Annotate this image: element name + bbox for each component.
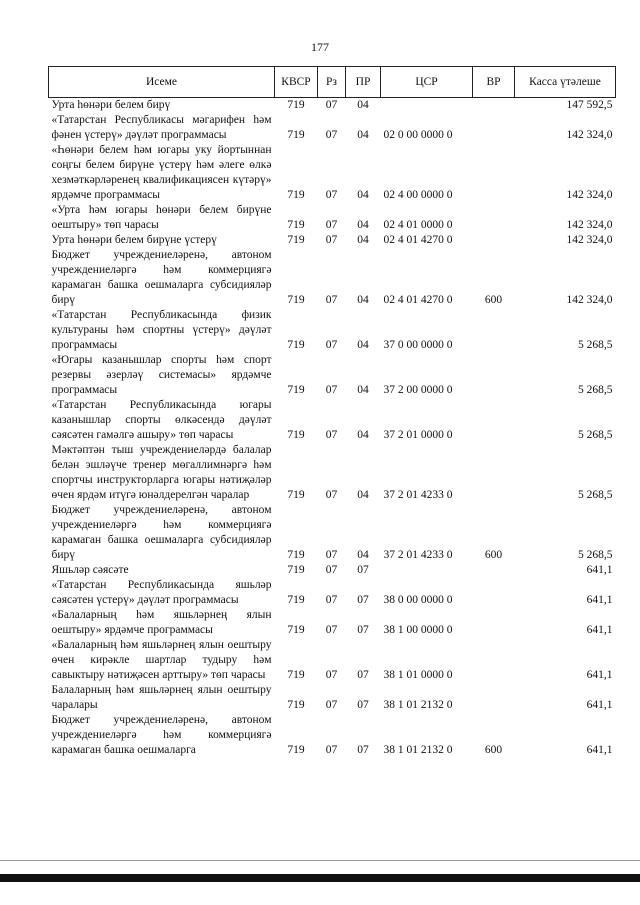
table-cell-kvsr: 719 <box>287 699 305 711</box>
table-cell-name: Урта һөнәри белем бирү <box>51 99 171 111</box>
table-row <box>49 683 616 713</box>
table-cell-name: Яшьләр сәясәте <box>51 564 129 576</box>
table-row <box>49 398 616 443</box>
table-cell-vr <box>473 353 515 398</box>
table-row <box>49 353 616 398</box>
table-cell-kvsr: 719 <box>287 189 305 201</box>
table-cell-vr <box>473 398 515 443</box>
table-row <box>49 713 616 758</box>
table-cell-amount: 5 268,5 <box>578 549 613 561</box>
table-cell-rz: 07 <box>325 234 338 246</box>
header-pr: ПР <box>346 67 381 98</box>
table-cell-name: Бюджет учреждениеләренә, автоном учреждениеләргә һәм коммерциягә карамаган башка оешмаларга субсидияләр бирү <box>51 504 272 561</box>
scan-bottom-band <box>0 874 640 882</box>
table-row <box>49 443 616 503</box>
table-cell-rz: 07 <box>325 549 338 561</box>
table-cell-name: Бюджет учреждениеләренә, автоном учреждениеләргә һәм коммерциягә карамаган башка оешмаларга <box>51 714 272 756</box>
table-cell-amount: 641,1 <box>586 669 613 681</box>
table-cell-name: Урта һөнәри белем бирүне үстерү <box>51 234 217 246</box>
table-cell-rz: 07 <box>325 564 338 576</box>
table-cell-name: «Татарстан Республикасында физик культураны һәм спортны үстерү» дәүләт программасы <box>51 309 272 351</box>
table-cell-pr: 04 <box>357 294 369 306</box>
table-row <box>49 203 616 233</box>
table-row <box>49 98 616 114</box>
table-cell-csr: 37 2 00 0000 0 <box>383 384 453 396</box>
table-row <box>49 638 616 683</box>
table-cell-pr: 04 <box>357 549 369 561</box>
table-cell-amount: 5 268,5 <box>578 429 613 441</box>
table-cell-rz: 07 <box>325 129 338 141</box>
table-cell-name: «Урта һәм югары һөнәри белем бирүне оештыру» төп чарасы <box>51 204 272 231</box>
table-cell-csr: 37 0 00 0000 0 <box>383 339 453 351</box>
budget-table <box>48 66 616 758</box>
table-cell-kvsr: 719 <box>287 594 305 606</box>
table-cell-name: «Татарстан Республикасында яшьләр сәясәтен үстерү» дәүләт программасы <box>51 579 272 606</box>
table-cell-csr: 02 4 01 4270 0 <box>383 234 453 246</box>
table-cell-amount: 5 268,5 <box>578 489 613 501</box>
table-cell-name: «Татарстан Республикасы мәгарифен һәм фәнен үстерү» дәүләт программасы <box>51 114 272 141</box>
table-cell-amount: 142 324,0 <box>566 129 613 141</box>
table-cell-vr <box>473 683 515 713</box>
table-cell-name: Балаларның һәм яшьләрнең ялын оештыру чаралары <box>51 684 272 711</box>
table-cell-vr <box>473 563 515 578</box>
table-cell-amount: 5 268,5 <box>578 384 613 396</box>
table-cell-amount: 641,1 <box>586 594 613 606</box>
table-cell-kvsr: 719 <box>287 624 305 636</box>
table-cell-pr: 04 <box>357 384 369 396</box>
table-row <box>49 503 616 563</box>
table-cell-pr: 04 <box>357 189 369 201</box>
table-cell-amount: 641,1 <box>586 699 613 711</box>
table-cell-kvsr: 719 <box>287 489 305 501</box>
table-row <box>49 143 616 203</box>
header-kvsr: КВСР <box>275 67 318 98</box>
table-cell-kvsr: 719 <box>287 744 305 756</box>
table-cell-amount: 142 324,0 <box>566 294 613 306</box>
table-cell-csr: 37 2 01 4233 0 <box>383 549 453 561</box>
table-body <box>49 98 616 759</box>
table-cell-vr: 600 <box>484 549 503 561</box>
table-cell-rz: 07 <box>325 744 338 756</box>
table-cell-csr: 02 4 01 4270 0 <box>383 294 453 306</box>
table-cell-csr: 02 4 01 0000 0 <box>383 219 453 231</box>
table-cell-vr <box>473 308 515 353</box>
table-cell-name: «Балаларның һәм яшьләрнең ялын оештыру» ярдәмче программасы <box>51 609 272 636</box>
table-cell-name: «Югары казанышлар спорты һәм спорт резервы әзерләү системасы» ярдәмче программасы <box>51 354 272 396</box>
table-cell-vr <box>473 113 515 143</box>
table-cell-vr <box>473 443 515 503</box>
table-cell-vr <box>473 578 515 608</box>
table-cell-csr: 38 0 00 0000 0 <box>383 594 453 606</box>
table-cell-vr <box>473 608 515 638</box>
table-cell-pr: 07 <box>357 564 369 576</box>
table-cell-kvsr: 719 <box>287 384 305 396</box>
header-rz: Рз <box>318 67 346 98</box>
table-cell-amount: 641,1 <box>586 744 613 756</box>
table-cell-pr: 04 <box>357 339 369 351</box>
table-cell-rz: 07 <box>325 99 338 111</box>
table-cell-kvsr: 719 <box>287 429 305 441</box>
header-amount: Касса үтәлеше <box>515 67 616 98</box>
table-cell-pr: 07 <box>357 744 369 756</box>
table-cell-pr: 04 <box>357 234 369 246</box>
table-cell-rz: 07 <box>325 489 338 501</box>
table-cell-vr: 600 <box>484 744 503 756</box>
table-cell-csr <box>381 98 473 114</box>
header-name: Исеме <box>49 67 275 98</box>
table-cell-name: «Һөнәри белем һәм югары уку йортыннан соңгы белем бирүне үстерү һәм әлеге өлкә хезмәткәрләренең квалификациясен күтәрү» ярдәмче программасы <box>51 144 272 201</box>
table-cell-kvsr: 719 <box>287 294 305 306</box>
table-cell-rz: 07 <box>325 669 338 681</box>
table-cell-rz: 07 <box>325 189 338 201</box>
table-cell-vr <box>473 143 515 203</box>
table-cell-name: Бюджет учреждениеләренә, автоном учреждениеләргә һәм коммерциягә карамаган башка оешмаларга субсидияләр бирү <box>51 249 272 306</box>
table-row <box>49 113 616 143</box>
table-cell-kvsr: 719 <box>287 219 305 231</box>
table-cell-name: Мәктәптән тыш учреждениеләрдә балалар белән эшләүче тренер мөгаллимнәргә һәм спортчы инструкторларга югары нәтиҗәләр өчен ярдәм итүгә юнәлдерелгән чаралар <box>51 444 272 501</box>
table-cell-rz: 07 <box>325 219 338 231</box>
table-cell-vr <box>473 233 515 248</box>
table-cell-csr: 38 1 01 0000 0 <box>383 669 453 681</box>
table-cell-pr: 07 <box>357 699 369 711</box>
table-cell-pr: 07 <box>357 669 369 681</box>
table-cell-name: «Балаларның һәм яшьләрнең ялын оештыру өчен кирәкле шартлар тудыру һәм савыктыру нәтиҗәсен арттыру» төп чарасы <box>51 639 272 681</box>
table-row <box>49 608 616 638</box>
header-vr: ВР <box>473 67 515 98</box>
table-cell-kvsr: 719 <box>287 564 305 576</box>
table-cell-amount: 142 324,0 <box>566 219 613 231</box>
table-row <box>49 233 616 248</box>
table-cell-kvsr: 719 <box>287 339 305 351</box>
scan-edge-line <box>0 860 640 861</box>
table-row <box>49 578 616 608</box>
table-cell-vr: 600 <box>484 294 503 306</box>
table-cell-csr: 38 1 01 2132 0 <box>383 744 453 756</box>
page-number: 177 <box>311 40 329 54</box>
table-cell-pr: 07 <box>357 594 369 606</box>
table-cell-name: «Татарстан Республикасында югары казанышлар спорты өлкәсендә дәүләт сәясәтен гамәлгә ашыру» төп чарасы <box>51 399 272 441</box>
table-cell-kvsr: 719 <box>287 129 305 141</box>
table-cell-rz: 07 <box>325 384 338 396</box>
table-cell-amount: 147 592,5 <box>566 99 613 111</box>
table-cell-kvsr: 719 <box>287 234 305 246</box>
table-cell-pr: 04 <box>357 129 369 141</box>
table-row <box>49 563 616 578</box>
table-cell-pr: 04 <box>357 489 369 501</box>
table-cell-rz: 07 <box>325 339 338 351</box>
table-cell-amount: 5 268,5 <box>578 339 613 351</box>
table-cell-pr: 04 <box>357 429 369 441</box>
table-row <box>49 308 616 353</box>
table-cell-kvsr: 719 <box>287 669 305 681</box>
table-cell-kvsr: 719 <box>287 549 305 561</box>
table-cell-amount: 142 324,0 <box>566 234 613 246</box>
table-cell-amount: 641,1 <box>586 624 613 636</box>
table-cell-amount: 142 324,0 <box>566 189 613 201</box>
table-cell-rz: 07 <box>325 594 338 606</box>
table-cell-rz: 07 <box>325 624 338 636</box>
table-cell-rz: 07 <box>325 429 338 441</box>
table-cell-kvsr: 719 <box>287 99 305 111</box>
table-cell-amount: 641,1 <box>586 564 613 576</box>
table-cell-pr: 04 <box>357 219 369 231</box>
table-cell-csr: 37 2 01 4233 0 <box>383 489 453 501</box>
table-row <box>49 248 616 308</box>
table-cell-vr <box>473 638 515 683</box>
table-cell-vr <box>473 98 515 114</box>
table-cell-pr: 04 <box>357 99 369 111</box>
table-cell-pr: 07 <box>357 624 369 636</box>
table-cell-vr <box>473 203 515 233</box>
table-cell-csr: 38 1 01 2132 0 <box>383 699 453 711</box>
table-cell-csr: 02 4 00 0000 0 <box>383 189 453 201</box>
table-header-row <box>49 67 616 98</box>
table-cell-rz: 07 <box>325 699 338 711</box>
table-cell-csr <box>381 563 473 578</box>
table-cell-rz: 07 <box>325 294 338 306</box>
table-cell-csr: 38 1 00 0000 0 <box>383 624 453 636</box>
table-cell-csr: 37 2 01 0000 0 <box>383 429 453 441</box>
table-cell-csr: 02 0 00 0000 0 <box>383 129 453 141</box>
header-csr: ЦСР <box>381 67 473 98</box>
